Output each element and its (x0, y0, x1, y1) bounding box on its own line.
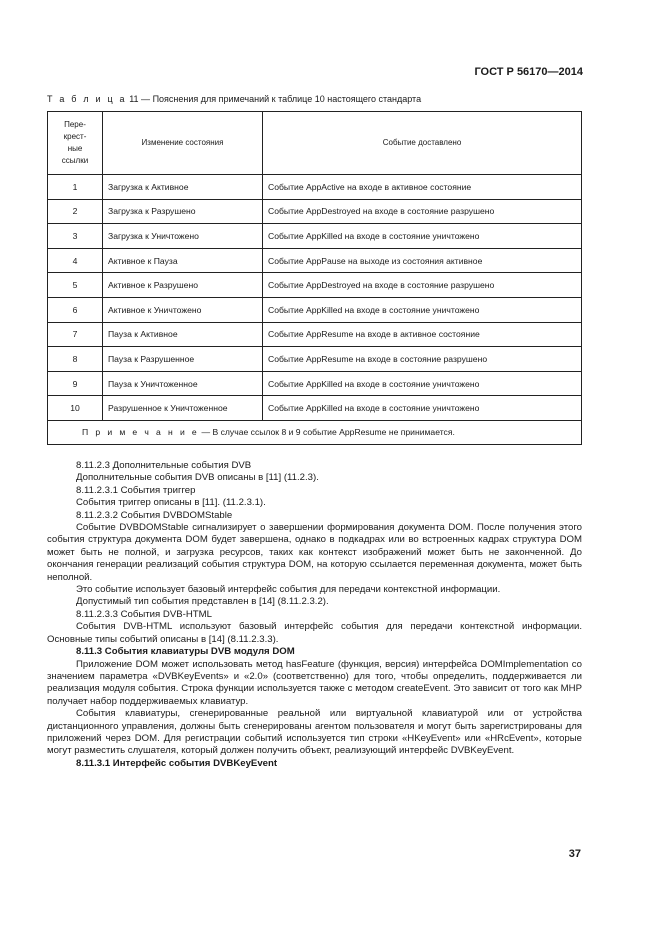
note-label: П р и м е ч а н и е (82, 427, 200, 438)
ref-cell: 4 (48, 248, 103, 273)
paragraph: События клавиатуры, сгенерированные реальной или виртуальной клавиатурой или от устройства дистанционного управления, должны быть сгенерированы агентом пользователя и могут быть зарегистрированы для приложений через DOM. Для регистрации событий используется тип строки «HKeyEvent» или «HRcEvent», которые могут разместить слушателя, который должен получить объект, реализующий интерфейс DVBKeyEvent. (47, 708, 582, 757)
event-cell: Событие AppDestroyed на входе в состояние разрушено (263, 199, 582, 224)
note-text: — В случае ссылок 8 и 9 событие AppResume не принимается. (201, 427, 455, 438)
change-cell: Пауза к Разрушенное (103, 347, 263, 372)
standard-number: ГОСТ Р 56170—2014 (474, 66, 583, 78)
ref-cell: 3 (48, 224, 103, 249)
table-note (48, 420, 582, 444)
table-row (48, 175, 582, 200)
paragraph: Допустимый тип события представлен в [14] (8.11.2.3.2). (76, 596, 329, 608)
table-row (48, 224, 582, 249)
ref-cell: 1 (48, 175, 103, 200)
body-text (47, 460, 582, 770)
change-cell: Активное к Пауза (103, 248, 263, 273)
ref-cell: 9 (48, 371, 103, 396)
state-change-table (47, 111, 582, 445)
column-header-ref: Пере- крест- ные ссылки (48, 112, 103, 175)
event-cell: Событие AppPause на выходе из состояния активное (263, 248, 582, 273)
paragraph: События DVB-HTML используют базовый интерфейс события для передачи контекстной информации. Основные типы событий описаны в [14] (8.11.2.3.3). (47, 621, 582, 645)
ref-cell: 8 (48, 347, 103, 372)
event-cell: Событие AppKilled на входе в состояние уничтожено (263, 224, 582, 249)
section-heading: 8.11.2.3.2 События DVBDOMStable (76, 509, 233, 521)
paragraph: Это событие использует базовый интерфейс события для передачи контекстной информации. (76, 584, 501, 596)
change-cell: Разрушенное к Уничтоженное (103, 396, 263, 421)
paragraph: Событие DVBDOMStable сигнализирует о завершении формирования документа DOM. После получения этого события структура документа DOM будет завершена, однако в подкадрах или во встроенных кадрах структура DOM может быть не полной, и загрузка ресурсов, таких как контекст изображений может быть не законченной. До окончания генерации реализаций события структура DOM, на которую ссылается переменная документа, может быть неполной. (47, 522, 582, 583)
table-caption (47, 94, 421, 104)
section-heading-bold: 8.11.3.1 Интерфейс события DVBKeyEvent (76, 757, 278, 769)
change-cell: Загрузка к Активное (103, 175, 263, 200)
table-row (48, 322, 582, 347)
event-cell: Событие AppKilled на входе в состояние уничтожено (263, 371, 582, 396)
paragraph: Приложение DOM может использовать метод hasFeature (функция, версия) интерфейса DOMImplementation со значением параметра «DVBKeyEvents» и «2.0» (соответственно) для того, чтобы определить, поддерживается ли реализация модуля события. Строка функции используется также с методом createEvent. Это зависит от того как MHP получает набор поддерживаемых клавиатур. (47, 658, 582, 707)
table-row (48, 199, 582, 224)
ref-cell: 6 (48, 297, 103, 322)
event-cell: Событие AppActive на входе в активное состояние (263, 175, 582, 200)
table-row (48, 297, 582, 322)
section-heading-bold: 8.11.3 События клавиатуры DVB модуля DOM (76, 646, 295, 658)
event-cell: Событие AppResume на входе в активное состояние (263, 322, 582, 347)
table-row (48, 371, 582, 396)
ref-cell: 5 (48, 273, 103, 298)
table-row (48, 248, 582, 273)
event-cell: Событие AppDestroyed на входе в состояние разрушено (263, 273, 582, 298)
paragraph: Дополнительные события DVB описаны в [11] (11.2.3). (76, 472, 319, 484)
section-heading: 8.11.2.3 Дополнительные события DVB (76, 460, 252, 471)
paragraph: События триггер описаны в [11]. (11.2.3.1). (76, 497, 266, 509)
page-number: 37 (568, 848, 581, 860)
table-row (48, 273, 582, 298)
column-header-change: Изменение состояния (103, 112, 263, 175)
ref-cell: 7 (48, 322, 103, 347)
table-row (48, 347, 582, 372)
caption-label: Т а б л и ц а (47, 94, 127, 104)
caption-text: 11 — Пояснения для примечаний к таблице 10 настоящего стандарта (129, 94, 422, 104)
change-cell: Активное к Разрушено (103, 273, 263, 298)
event-cell: Событие AppKilled на входе в состояние уничтожено (263, 396, 582, 421)
event-cell: Событие AppKilled на входе в состояние уничтожено (263, 297, 582, 322)
change-cell: Пауза к Уничтоженное (103, 371, 263, 396)
change-cell: Загрузка к Разрушено (103, 199, 263, 224)
column-header-event: Событие доставлено (263, 112, 582, 175)
change-cell: Пауза к Активное (103, 322, 263, 347)
change-cell: Загрузка к Уничтожено (103, 224, 263, 249)
section-heading: 8.11.2.3.3 События DVB-HTML (76, 608, 212, 620)
section-heading: 8.11.2.3.1 События триггер (76, 484, 196, 496)
ref-cell: 10 (48, 396, 103, 421)
ref-cell: 2 (48, 199, 103, 224)
event-cell: Событие AppResume на входе в состояние разрушено (263, 347, 582, 372)
table-row (48, 396, 582, 421)
change-cell: Активное к Уничтожено (103, 297, 263, 322)
